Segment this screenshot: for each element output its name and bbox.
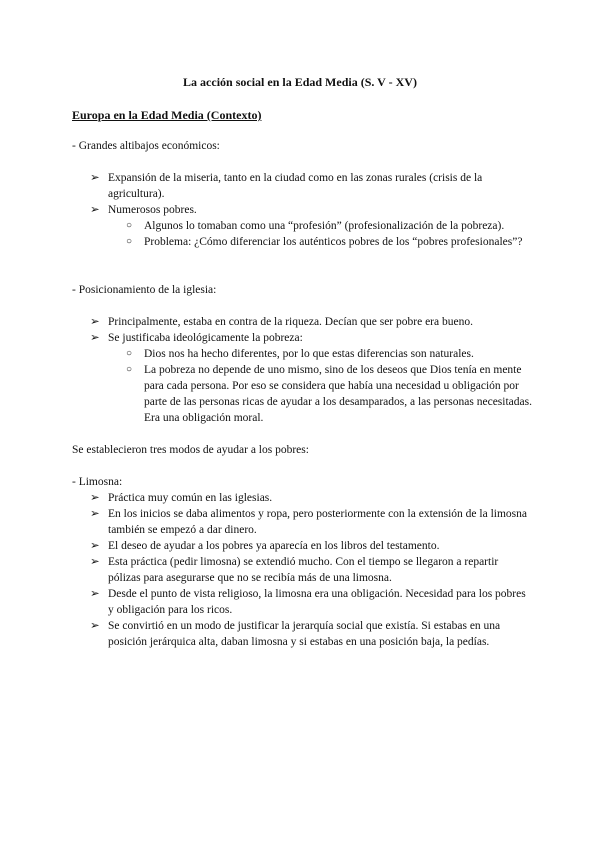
circle-bullet-icon: ○ [126, 364, 133, 375]
arrow-bullet-icon: ➢ [90, 508, 100, 520]
sub-list-item: ○ La pobreza no depende de uno mismo, sino de los deseos que Dios tenía en mente para cada persona. Por eso se considera que había una necesidad u obligación por parte de las personas ricas de ayudar a los desamparados, a las personas necesitadas. Era una obligación moral. [126, 364, 532, 424]
list-item: ➢ Desde el punto de vista religioso, la limosna era una obligación. Necesidad para los pobres y obligación para los ricos. [90, 588, 526, 616]
list-item: ➢ Principalmente, estaba en contra de la riqueza. Decían que ser pobre era bueno. [90, 316, 473, 328]
list-item: ➢ Esta práctica (pedir limosna) se extendió mucho. Con el tiempo se llegaron a repartir pólizas para asegurarse que no se recibía más de una limosna. [90, 556, 499, 584]
arrow-bullet-icon: ➢ [90, 204, 100, 216]
list-item: ➢ Numerosos pobres. [90, 204, 197, 216]
list-item: ➢ Expansión de la miseria, tanto en la ciudad como en las zonas rurales (crisis de la agricultura). [90, 172, 483, 200]
arrow-bullet-icon: ➢ [90, 588, 100, 600]
circle-bullet-icon: ○ [126, 236, 133, 247]
list-item: ➢ Se convirtió en un modo de justificar la jerarquía social que existía. Si estabas en una posición jerárquica alta, daban limosna y si estabas en una posición baja, la pedías. [90, 620, 501, 648]
arrow-bullet-icon: ➢ [90, 492, 100, 504]
section-intro-church: - Posicionamiento de la iglesia: [72, 284, 217, 296]
arrow-bullet-icon: ➢ [90, 172, 100, 184]
arrow-bullet-icon: ➢ [90, 620, 100, 632]
section-intro-economic: - Grandes altibajos económicos: [72, 140, 220, 152]
list-item: ➢ En los inicios se daba alimentos y ropa, pero posteriormente con la extensión de la limosna también se empezó a dar dinero. [90, 508, 528, 536]
list-item: ➢ El deseo de ayudar a los pobres ya aparecía en los libros del testamento. [90, 540, 440, 552]
sub-list-item: ○ Algunos lo tomaban como una “profesión” (profesionalización de la pobreza). [126, 220, 505, 232]
arrow-bullet-icon: ➢ [90, 556, 100, 568]
modes-intro: Se establecieron tres modos de ayudar a los pobres: [72, 444, 309, 456]
arrow-bullet-icon: ➢ [90, 332, 100, 344]
sub-list-item: ○ Problema: ¿Cómo diferenciar los auténticos pobres de los “pobres profesionales”? [126, 236, 523, 248]
arrow-bullet-icon: ➢ [90, 316, 100, 328]
sub-list-item: ○ Dios nos ha hecho diferentes, por lo que estas diferencias son naturales. [126, 348, 474, 360]
circle-bullet-icon: ○ [126, 348, 133, 359]
circle-bullet-icon: ○ [126, 220, 133, 231]
list-item: ➢ Práctica muy común en las iglesias. [90, 492, 273, 504]
document-title: La acción social en la Edad Media (S. V - XV) [183, 75, 417, 89]
list-item: ➢ Se justificaba ideológicamente la pobreza: [90, 332, 303, 344]
section-intro-alms: - Limosna: [72, 476, 123, 488]
arrow-bullet-icon: ➢ [90, 540, 100, 552]
section-heading: Europa en la Edad Media (Contexto) [72, 108, 262, 122]
